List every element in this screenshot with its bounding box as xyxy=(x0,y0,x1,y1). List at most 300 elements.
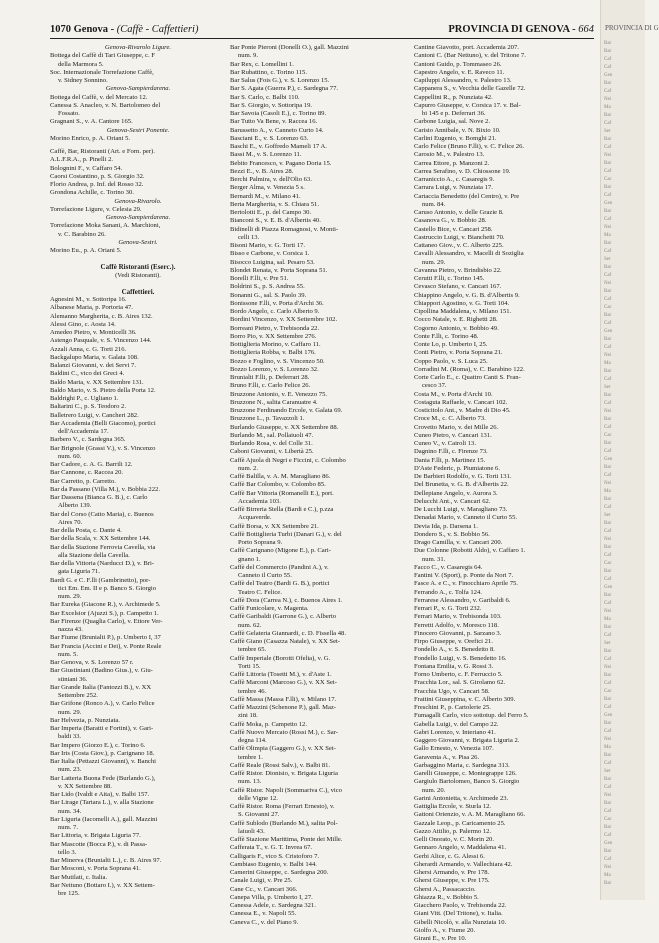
directory-entry: Ferrari P., v. G. Torti 232. xyxy=(414,605,482,612)
directory-entry: Caffè Dora (Carrea N.), c. Buenos Aires 1. xyxy=(230,596,343,604)
directory-entry: Cantine Giavotto, port. Accademia 207. xyxy=(414,44,519,51)
adjacent-page-line: Caf xyxy=(604,729,612,734)
adjacent-page-line: Ser xyxy=(604,257,611,262)
entry-continuation: num. 29. xyxy=(58,708,82,716)
adjacent-page-line: Caf xyxy=(604,809,612,814)
directory-entry: Bar Grande Italia (Fantozzi B.), v. XX xyxy=(50,683,152,691)
directory-entry: Fumagalli Carlo, vico sottotup. del Ferro 5. xyxy=(414,712,529,720)
adjacent-page-line: Nei xyxy=(604,793,612,798)
adjacent-page-line: Ma xyxy=(604,105,611,110)
adjacent-page-line: Cac xyxy=(604,817,612,822)
directory-entry: Caffè, Bar, Ristoranti (Art. e Forn. per). xyxy=(50,148,155,155)
directory-entry: Bar Excelsior (Ajuzzi S.), p. Campetto 1. xyxy=(50,609,159,617)
directory-entry: Barbero V., c. Sardegna 365. xyxy=(50,436,126,444)
directory-entry: Cocco Natale, v. E. Righetti 28. xyxy=(414,316,498,324)
adjacent-page-line: Bar xyxy=(604,593,612,598)
directory-entry: Crovetto Mario, v. dei Mille 26. xyxy=(414,423,499,431)
directory-entry: Caffè Imperiale (Borotti Ofelia), v. G. xyxy=(230,654,331,662)
adjacent-page-lines xyxy=(601,40,612,888)
entry-continuation: laiuoli 43. xyxy=(238,827,265,835)
directory-entry: Costa M., v. Porta d'Archi 10. xyxy=(414,390,493,398)
entry-continuation: num. 20. xyxy=(422,786,446,794)
directory-entry: Bar della Posta, c. Dante 4. xyxy=(50,527,122,534)
directory-entry: Capurro Giuseppe, v. Corsica 17. v. Bal- xyxy=(414,101,521,109)
directory-entry: Agnesini M., v. Sottoripa 16. xyxy=(50,296,127,303)
entry-continuation: num. 62. xyxy=(238,621,262,629)
directory-entry: Costaguta Raffaele, v. Cancari 102. xyxy=(414,398,508,406)
adjacent-page-line: Bar xyxy=(604,441,612,446)
directory-entry: Garelli Giuseppe, c. Montegrappe 126. xyxy=(414,770,517,777)
adjacent-page-line: Bar xyxy=(604,417,612,422)
directory-entry: Caffè Birreria Stella (Bardi e C.), p.zza xyxy=(230,506,334,513)
adjacent-page-line: Caf xyxy=(604,193,612,198)
directory-entry: Bozzo e Foglino, v. S. Vincenzo 50. xyxy=(230,357,325,365)
directory-entry: D'Aste Federic, p. Piumiatone 6. xyxy=(414,464,500,472)
adjacent-page-line: Caf xyxy=(604,425,612,430)
directory-entry: Carraniccio A., c. Casaregis 9. xyxy=(414,176,495,183)
directory-entry: Bar Rubattino, c. Torino 115. xyxy=(230,68,308,76)
adjacent-page-line: Bar xyxy=(604,849,612,854)
adjacent-page-line: Bar xyxy=(604,521,612,526)
directory-entry: Due Colonne (Robotti Aldo), v. Caffaro 1. xyxy=(414,547,526,555)
adjacent-page-line: Caf xyxy=(604,601,612,606)
locality-subheading: Genova-Rivarolo Ligure. xyxy=(104,44,172,51)
directory-entry: Cartaccia Benedetto (del Centro), v. Pre xyxy=(414,192,520,200)
adjacent-page-line: Bar xyxy=(604,113,612,118)
entry-continuation: gnano 1. xyxy=(238,555,261,563)
adjacent-page-line: Caf xyxy=(604,273,612,278)
adjacent-page-line: Caf xyxy=(604,529,612,534)
directory-entry: Caffè Bar Colombo, v. Colombo 85. xyxy=(230,481,326,489)
directory-entry: Bar da Passano (Villa M.), v. Bobbia 222. xyxy=(50,485,160,493)
directory-entry: Bisoni Mario, v. G. Torti 17. xyxy=(230,242,305,249)
directory-entry: Baldo Maria, v. XX Settembre 131. xyxy=(50,378,144,386)
cross-reference: (Vedi Ristoranti). xyxy=(115,271,161,279)
entry-continuation: num. 31. xyxy=(422,555,446,563)
directory-entry: Caffè Mazzini (Schenone P.), gall. Maz- xyxy=(230,704,337,711)
page-header xyxy=(50,22,594,39)
directory-entry: Berchi Palmira, v. dell'Olio 63. xyxy=(230,176,312,183)
directory-entry: Finocero Giovanni, p. Sarzano 3. xyxy=(414,629,502,637)
directory-entry: Canessa Adele, c. Sardegna 321. xyxy=(230,902,316,909)
directory-entry: Gaggero Giovanni, v. Brigata Liguria 2. xyxy=(414,737,520,744)
directory-entry: Cavalli Alessandro, v. Macelli di Soziglia xyxy=(414,250,524,258)
directory-entry: Denadai Mario, v. Canneto il Curto 55. xyxy=(414,514,518,522)
directory-entry: Cantoni Guido, p. Tommaseo 26. xyxy=(414,60,502,68)
section-title: (Caffè - Caffettieri) xyxy=(116,24,199,35)
entry-continuation: num. 5. xyxy=(58,650,78,658)
adjacent-page-line: Bar xyxy=(604,369,612,374)
directory-entry: Borreani Pietro, v. Trebisonda 22. xyxy=(230,324,320,332)
adjacent-page-title: PROVINCIA DI G xyxy=(605,24,659,32)
directory-entry: Ghiazza R., v. Bobbio 5. xyxy=(414,893,479,901)
entry-continuation: S. Giovanni 27. xyxy=(238,811,280,819)
adjacent-page-line: Bar xyxy=(604,649,612,654)
directory-entry: Bar Liguria (Iacomelli A.), gall. Mazzini xyxy=(50,815,158,823)
directory-entry: Fontana Emilia, v. G. Rossi 3. xyxy=(414,662,494,670)
adjacent-page-line: Ser xyxy=(604,129,611,134)
directory-entry: Bordini Vincenzo, v. XX Settembre 102. xyxy=(230,316,338,324)
directory-entry: Bassi M., v. S. Lorenzo 11. xyxy=(230,151,302,159)
directory-entry: Bar Tutto Va Bene, v. Raccea 16. xyxy=(230,118,318,126)
adjacent-page-line: Ma xyxy=(604,873,611,878)
directory-entry: Costicitolo Ant., v. Madre di Dio 45. xyxy=(414,407,511,414)
directory-entry: Bottega del Caffè, v. del Mercato 12. xyxy=(50,93,148,101)
entry-continuation: dell'Accademia 17. xyxy=(58,428,109,435)
adjacent-page-line: Gen xyxy=(604,73,613,78)
directory-entry: Giacchero Paolo, v. Trebisonda 22. xyxy=(414,902,507,909)
entry-continuation: tembre 65. xyxy=(238,646,267,654)
adjacent-page-line: Cac xyxy=(604,561,612,566)
entry-continuation: num. 29. xyxy=(58,593,82,600)
directory-entry: Fasce A. e C., v. Finocchiaro Aprile 75. xyxy=(414,580,518,588)
directory-entry: Caneva C., v. del Piano 9. xyxy=(230,918,299,926)
directory-entry: Gelli Onorato, v. C. Morin 20. xyxy=(414,836,494,843)
directory-entry: Torrefazione Ligure, v. Celesia 29. xyxy=(50,205,142,213)
adjacent-page-line: Gen xyxy=(604,329,613,334)
adjacent-page-line: Bar xyxy=(604,41,612,46)
directory-entry: Devia Ida, p. Darsena 1. xyxy=(414,522,478,530)
entry-continuation: Acquaverde. xyxy=(238,514,272,522)
entry-continuation: num. 60. xyxy=(58,452,82,460)
directory-entry: Bar Cannone, c. Raccea 20. xyxy=(50,469,124,477)
directory-entry: Caffè del Teatro (Bardi G. B.), portici xyxy=(230,580,330,588)
adjacent-page-line: Bar xyxy=(604,825,612,830)
adjacent-page-line: Gen xyxy=(604,457,613,462)
directory-entry: Canale Luigi, v. Pre 25. xyxy=(230,877,293,885)
directory-entry: Bonissone F.lli, v. Porta d'Archi 36. xyxy=(230,299,324,307)
directory-entry: Carosio M., v. Palestro 13. xyxy=(414,151,485,159)
directory-entry: Bruzzone Antonio, v. E. Venezzo 75. xyxy=(230,390,328,398)
entry-continuation: cesco 37. xyxy=(422,382,447,390)
entry-continuation: num. 34. xyxy=(58,807,82,815)
adjacent-page-line: Ser xyxy=(604,385,611,390)
left-page-number: 1070 Genova xyxy=(50,24,109,35)
adjacent-page-line: Cac xyxy=(604,305,612,310)
adjacent-page-line: Caf xyxy=(604,633,612,638)
adjacent-page-line: Ma xyxy=(604,489,611,494)
entry-continuation: stiniani 36. xyxy=(58,675,88,683)
directory-entry: Carlini Eugenio, v. Bomghi 21. xyxy=(414,134,497,142)
adjacent-page-line: Bar xyxy=(604,881,612,886)
directory-entry: Cevasco Stefano, v. Cancari 167. xyxy=(414,283,502,291)
directory-entry: Ghersi Giuseppe, v. Pre 175. xyxy=(414,877,490,885)
directory-entry: Cipollina Maddalena, v. Milano 151. xyxy=(414,308,512,315)
directory-entry: Gargiulo Bartolomeo, Banco S. Giorgio xyxy=(414,778,520,786)
directory-entry: Bar Latteria Buona Fede (Burlando G.), xyxy=(50,774,156,782)
directory-entry: Carisio Annibale, v. N. Bixio 10. xyxy=(414,126,501,134)
directory-entry: Caffè Stazione Marittima, Ponte dei Mille. xyxy=(230,836,343,843)
province-title: PROVINCIA DI GENOVA xyxy=(448,24,570,35)
directory-entry: Bidinelli di Piazza Romagnosi, v. Monti- xyxy=(230,225,339,233)
adjacent-page-line: Ma xyxy=(604,617,611,622)
adjacent-page-line: Caf xyxy=(604,785,612,790)
directory-entry: Bar Mosconi, v. Porta Soprana 41. xyxy=(50,865,141,873)
directory-entry: Bernardi M., v. Milano 41. xyxy=(230,192,301,200)
directory-entry: Ferrando A., c. Tolfa 124. xyxy=(414,588,482,596)
directory-entry: Bar Giustiniani (Badino Gius.), v. Giu- xyxy=(50,667,153,675)
locality-subheading: Genova-Rivarolo. xyxy=(114,197,162,205)
adjacent-page-line: Caf xyxy=(604,449,612,454)
directory-entry: Fondello Luigi, v. S. Benedetto 16. xyxy=(414,654,507,662)
adjacent-page-line: Bar xyxy=(604,81,612,86)
entry-continuation: Aires 70. xyxy=(58,518,83,526)
entry-continuation: gata Liguria 71. xyxy=(58,568,100,576)
directory-entry: Bar Savoia (Casoli E.), c. Torino 89. xyxy=(230,110,327,117)
entry-continuation: della Marmora 5. xyxy=(58,60,104,68)
directory-entry: Bar Dassena (Bianca G. B.), c. Carlo xyxy=(50,494,148,501)
directory-entry: Berger Alma, v. Venezia 5 s. xyxy=(230,184,305,192)
directory-entry: Bar del Corso (Catto Maria), c. Buenos xyxy=(50,510,154,518)
directory-entry: Firpo Giuseppe, v. Orefici 21. xyxy=(414,638,493,645)
directory-entry: Caffè Moka, p. Campetto 12. xyxy=(230,720,307,728)
entry-continuation: Accademia 103. xyxy=(238,497,281,505)
directory-entry: Fantini V. (Sport), p. Ponte da Nori 7. xyxy=(414,572,514,579)
directory-entry: Boldrini S., p. S. Andrea 55. xyxy=(230,283,305,291)
directory-entry: Carrea Serafino, v. D. Chiossone 19. xyxy=(414,167,511,175)
directory-entry: Balletrero Luigi, v. Cancheri 282. xyxy=(50,411,139,419)
adjacent-page-line: Gen xyxy=(604,585,613,590)
directory-entry: Gattoni Orienzio, v. A. M. Maragliano 66. xyxy=(414,811,526,819)
directory-entry: Bar Mutilati, c. Italia. xyxy=(50,873,108,881)
directory-entry: Garini Antonietta, v. Archimede 23. xyxy=(414,794,509,802)
directory-entry: Gazzale Leop., p. Caricamento 25. xyxy=(414,819,506,827)
directory-entry: Cantoni C. (Bar Nettuno), v. del Tritone 7. xyxy=(414,52,526,60)
entry-continuation: v. XX Settembre 88. xyxy=(58,782,112,790)
adjacent-page-line: Cac xyxy=(604,689,612,694)
directory-entry: Croce M., c. C. Alberto 73. xyxy=(414,415,486,423)
adjacent-page-line: Gen xyxy=(604,201,613,206)
directory-entry: A.L.F.R.A., p. Pinelli 2. xyxy=(50,156,114,164)
adjacent-page-line: Caf xyxy=(604,377,612,382)
directory-entry: Alessi Gino, c. Aosta 14. xyxy=(50,320,116,328)
directory-entry: Chiappori Agostino, v. G. Torti 104. xyxy=(414,299,510,307)
directory-entry: Bar Lirage (Tartara L.), v. alla Stazione xyxy=(50,799,154,807)
directory-entry: Bar Italia (Pettazzi Giovanni), v. Banchi xyxy=(50,758,156,765)
directory-entry: Burlando Giuseppe, v. XX Settembre 88. xyxy=(230,423,339,431)
directory-entry: Casanova G., v. Bobbio 28. xyxy=(414,217,487,225)
adjacent-page-line: Bar xyxy=(604,337,612,342)
adjacent-page-line: Bar xyxy=(604,697,612,702)
entry-continuation: delle Vigne 12. xyxy=(238,794,278,802)
adjacent-page-line: Bar xyxy=(604,49,612,54)
entry-continuation: Settembre 252. xyxy=(58,692,98,699)
directory-entry: Bordo Angelo, c. Carlo Alberto 9. xyxy=(230,308,320,315)
directory-entry: Giani Vitt. (Del Tritone), v. Italia. xyxy=(414,910,503,918)
directory-entry: Caffè Ristor. Napoli (Sommariva C.), vico xyxy=(230,786,342,794)
directory-entry: Bar Eureka (Giacone R.), v. Archimede 5. xyxy=(50,601,161,609)
directory-entry: Chiappino Angelo, v. G. B. d'Albertis 9. xyxy=(414,291,520,299)
adjacent-page-line: Caf xyxy=(604,401,612,406)
directory-entry: Bar Grifone (Ronco A.), v. Carlo Felice xyxy=(50,700,155,708)
directory-entry: Gattiglia Ercole, v. Sturla 12. xyxy=(414,803,492,810)
adjacent-page-line: Bar xyxy=(604,753,612,758)
directory-entry: Bar Firenze (Quaglia Carlo), v. Ettore Ver- xyxy=(50,617,163,625)
directory-entry: Bar Ponte Pieroni (Donelli O.), gall. Mazzini xyxy=(230,44,349,51)
directory-entry: Bonanni G., sal. S. Paolo 39. xyxy=(230,291,307,299)
directory-entry: Cafferata T., v. G. T. Invrea 67. xyxy=(230,844,313,852)
directory-entry: Bottiglieria Morino, v. Caffaro 11. xyxy=(230,341,321,348)
adjacent-page-line: Bar xyxy=(604,289,612,294)
entry-continuation: num. 84. xyxy=(422,200,446,208)
adjacent-page-line: Bar xyxy=(604,185,612,190)
directory-entry: Corradini M. (Roma), v. C. Barabino 122. xyxy=(414,365,525,373)
adjacent-page-line: Caf xyxy=(604,761,612,766)
directory-entry: Amedeo Pietro, v. Monticelli 36. xyxy=(50,329,137,336)
directory-entry: Bottega del Caffè di Tari Giuseppe, c. F xyxy=(50,52,155,60)
directory-entry: Blondet Renata, v. Porta Soprana 51. xyxy=(230,266,328,274)
entry-continuation: Fossato. xyxy=(58,110,80,117)
adjacent-page-line: Caf xyxy=(604,57,612,62)
spacer xyxy=(50,280,226,285)
adjacent-page-line: Caf xyxy=(604,705,612,710)
directory-entry: Balanzi Giovanni, v. dei Servi 7. xyxy=(50,362,137,369)
adjacent-page-line: Cac xyxy=(604,177,612,182)
directory-entry: Florio Andrea, p. Inf. del Rosso 32. xyxy=(50,181,144,188)
directory-entry: Castello Bice, v. Cancari 258. xyxy=(414,225,493,233)
adjacent-page-line: Gen xyxy=(604,713,613,718)
directory-entry: Bertolotti E., p. del Campo 30. xyxy=(230,209,312,216)
directory-entry: Fracchia Lor., sal. S. Girolamo 62. xyxy=(414,679,506,687)
locality-subheading: Genova-Sestri Ponente. xyxy=(106,126,170,134)
adjacent-page-line: Cac xyxy=(604,433,612,438)
directory-entry: Bar Brignole (Grassi V.), v. S. Vincenzo xyxy=(50,444,156,452)
directory-entry: Caboni Giovanni, v. Libertà 25. xyxy=(230,448,314,456)
directory-entry: Giolfo A., v. Fiume 20. xyxy=(414,926,476,934)
entry-continuation: num. 9. xyxy=(238,52,258,60)
directory-entry: Bar della Stazione Ferrovia Cavella, via xyxy=(50,543,156,551)
adjacent-page-line: Caf xyxy=(604,65,612,70)
directory-entry: De Lucchi Luigi, v. Maragliano 73. xyxy=(414,506,508,513)
directory-entry: Dania F.lli, p. Martinez 15. xyxy=(414,456,486,464)
directory-entry: Caffè Olimpia (Gaggero G.), v. XX Set- xyxy=(230,745,336,753)
directory-entry: Bar della Vittoria (Narducci D.), v. Bri- xyxy=(50,560,154,567)
directory-entry: Albanese Maria, p. Portoria 47. xyxy=(50,304,133,312)
entry-continuation: num. 23. xyxy=(58,766,82,774)
adjacent-page-line: Bar xyxy=(604,161,612,166)
directory-entry: Bar Helvezia, p. Nunziata. xyxy=(50,716,120,724)
directory-entry: Bardi G. e C. F.lli (Gambrinetto), por- xyxy=(50,576,151,584)
entry-continuation: bi 145 e p. Deferrari 36. xyxy=(422,110,486,117)
directory-entry: Caorsi Costantino, p. S. Giorgio 32. xyxy=(50,172,145,180)
directory-entry: Bruzzone L., p. Tavazzoli 1. xyxy=(230,415,305,423)
directory-entry: Ferrarese Alessandro, v. Garibaldi 6. xyxy=(414,596,511,604)
directory-entry: Carrea Ettore, p. Manzoni 2. xyxy=(414,159,490,167)
directory-entry: Bruno F.lli, c. Carlo Felice 26. xyxy=(230,382,311,390)
directory-entry: De Barbieri Rodolfo, v. G. Torti 131. xyxy=(414,473,512,480)
entry-continuation: v. C. Barabino 26. xyxy=(58,230,106,238)
directory-entry: Bar Rex, c. Lomellini 1. xyxy=(230,60,294,68)
adjacent-page-line: Bar xyxy=(604,673,612,678)
directory-entry: Ferretti Adolfo, v. Moresco 118. xyxy=(414,621,499,629)
directory-entry: Gabri Lorenzo, v. Interiano 41. xyxy=(414,728,496,736)
directory-entry: Bar Genova, v. S. Lorenzo 57 r. xyxy=(50,659,134,666)
directory-entry: Caffè Giano (Casazza Natale), v. XX Set- xyxy=(230,638,341,645)
adjacent-page-line: Nei xyxy=(604,225,612,230)
adjacent-page-line: Caf xyxy=(604,681,612,686)
directory-entry: Cuneo Pietro, v. Cancari 131. xyxy=(414,431,492,439)
adjacent-page-line: Nei xyxy=(604,481,612,486)
adjacent-page-line: Caf xyxy=(604,297,612,302)
directory-entry: Canessa S. Anacleo, v. N. Bartolomeo del xyxy=(50,101,161,109)
directory-entry: Calligaris F., vico S. Cristoforo 7. xyxy=(230,852,320,860)
directory-entry: Cappanera S., v. Vecchia delle Gazelle 72. xyxy=(414,85,526,93)
directory-entry: Del Brunetta, v. G. B. d'Albertis 22. xyxy=(414,481,509,489)
directory-entry: Cuneo V., v. Cairoli 13. xyxy=(414,440,476,447)
directory-entry: Caffè Bottiglieria Turbi (Danari G.), v. del xyxy=(230,530,342,538)
directory-entry: Bar Minerva (Brunialti L.), c. B. Aires 97. xyxy=(50,857,162,864)
directory-entry: Gazzo Attilio, p. Palermo 12. xyxy=(414,827,492,835)
directory-entry: Ferrari Mario, v. Trebisonda 103. xyxy=(414,613,502,621)
column-2 xyxy=(230,44,410,927)
entry-continuation: tici Em. Em. II e p. Banco S. Giorgio xyxy=(58,584,157,592)
directory-entry: Caffè Marconi (Marcoso G.), v. XX Set- xyxy=(230,679,337,687)
directory-entry: Baldini C., vico dei Greci 4. xyxy=(50,370,125,378)
entry-continuation: bre 125. xyxy=(58,890,80,897)
adjacent-page-line: Nei xyxy=(604,153,612,158)
directory-entry: Gallo Ernesto, v. Venezia 107. xyxy=(414,745,494,753)
directory-entry: Borro Pio, v. XX Settembre 276. xyxy=(230,332,317,340)
directory-entry: Cerutti F.lli, c. Torino 145. xyxy=(414,275,485,282)
directory-entry: Conte Lo, p. Umberto I, 25. xyxy=(414,341,488,348)
adjacent-page-line: Caf xyxy=(604,505,612,510)
directory-entry: Bar Francia (Accini e Dei), v. Ponte Reale xyxy=(50,642,162,650)
directory-entry: Coppo Paolo, v. S. Luca 25. xyxy=(414,357,488,365)
locality-subheading: Genova-Sampierdarena. xyxy=(105,214,171,221)
directory-entry: Caffè Ristor. Roma (Ferrari Ernesto), v. xyxy=(230,803,335,810)
section-heading: Caffettieri. xyxy=(121,287,155,296)
adjacent-page-line: Gen xyxy=(604,841,613,846)
column-3 xyxy=(414,44,596,943)
directory-entry: Ghersi A., Passacaccio. xyxy=(414,885,476,893)
directory-entry: Dagnino F.lli, c. Firenze 73. xyxy=(414,448,488,456)
directory-entry: Bisocco Luigina, sal. Pesaro 53. xyxy=(230,258,315,266)
directory-entry: Cattaneo Giov., v. C. Alberto 225. xyxy=(414,242,504,249)
directory-entry: Caffè Carignano (Migone E.), p. Cari- xyxy=(230,547,331,555)
directory-entry: Bozzo Lorenzo, v. S. Lorenzo 32. xyxy=(230,365,319,373)
directory-entry: Gennaro Angelo, v. Maddalena 41. xyxy=(414,844,507,852)
directory-entry: Bar Nettuno (Bottaro I.), v. XX Settem- xyxy=(50,881,155,889)
entry-continuation: v. Sidney Sonnino. xyxy=(58,77,108,84)
directory-entry: Bar S. Giorgio, v. Sottoripa 19. xyxy=(230,101,313,109)
adjacent-page-line: Nei xyxy=(604,737,612,742)
directory-entry: Caffè Nuovo Mercato (Rossi M.), c. Sar- xyxy=(230,728,338,736)
directory-entry: Cogorno Antonio, v. Bobbio 49. xyxy=(414,324,499,332)
directory-entry: Bar Impero (Giorzo E.), c. Torino 6. xyxy=(50,741,146,749)
directory-entry: Castruccio Luigi, v. Bianchetti 70. xyxy=(414,233,505,241)
directory-entry: Girani E., v. Pre 10. xyxy=(414,935,467,942)
directory-entry: Drago Camilla, v. v. Cancari 200. xyxy=(414,539,503,546)
directory-entry: Bar della Scala, v. XX Settembre 144. xyxy=(50,535,151,543)
adjacent-page-line: Nei xyxy=(604,609,612,614)
directory-entry: Morino Eu., p. A. Oriani 5. xyxy=(50,247,122,254)
directory-entry: Caffè Ajuola di Negri e Ficcini, c. Colombo xyxy=(230,456,346,464)
directory-entry: Gibelli Nicolò, v. alla Nunziata 10. xyxy=(414,918,507,926)
directory-entry: Bar Lido (Ivaldi e Aita), v. Balbi 157. xyxy=(50,791,150,798)
adjacent-page-line: Ma xyxy=(604,745,611,750)
adjacent-page-line: Ser xyxy=(604,641,611,646)
directory-entry: Fracchia Ugo, v. Cancari 58. xyxy=(414,687,490,695)
directory-entry: Forno Umberto, c. F. Ferruccio 5. xyxy=(414,671,503,678)
directory-entry: Canessa E., v. Napoli 55. xyxy=(230,910,297,918)
directory-entry: Bar Iris (Costa Giov.), p. Carignano 18. xyxy=(50,749,155,757)
adjacent-page-line: Nei xyxy=(604,97,612,102)
directory-entry: Burlando M., sal. Pollaiuoli 47. xyxy=(230,431,314,439)
directory-entry: Bar Littoria, v. Brigata Liguria 77. xyxy=(50,832,141,840)
directory-entry: Garbaggino Maria, c. Sardegna 313. xyxy=(414,761,510,769)
directory-entry: Berta Margherita, v. S. Chiara 51. xyxy=(230,200,319,208)
adjacent-page-line: Bar xyxy=(604,721,612,726)
